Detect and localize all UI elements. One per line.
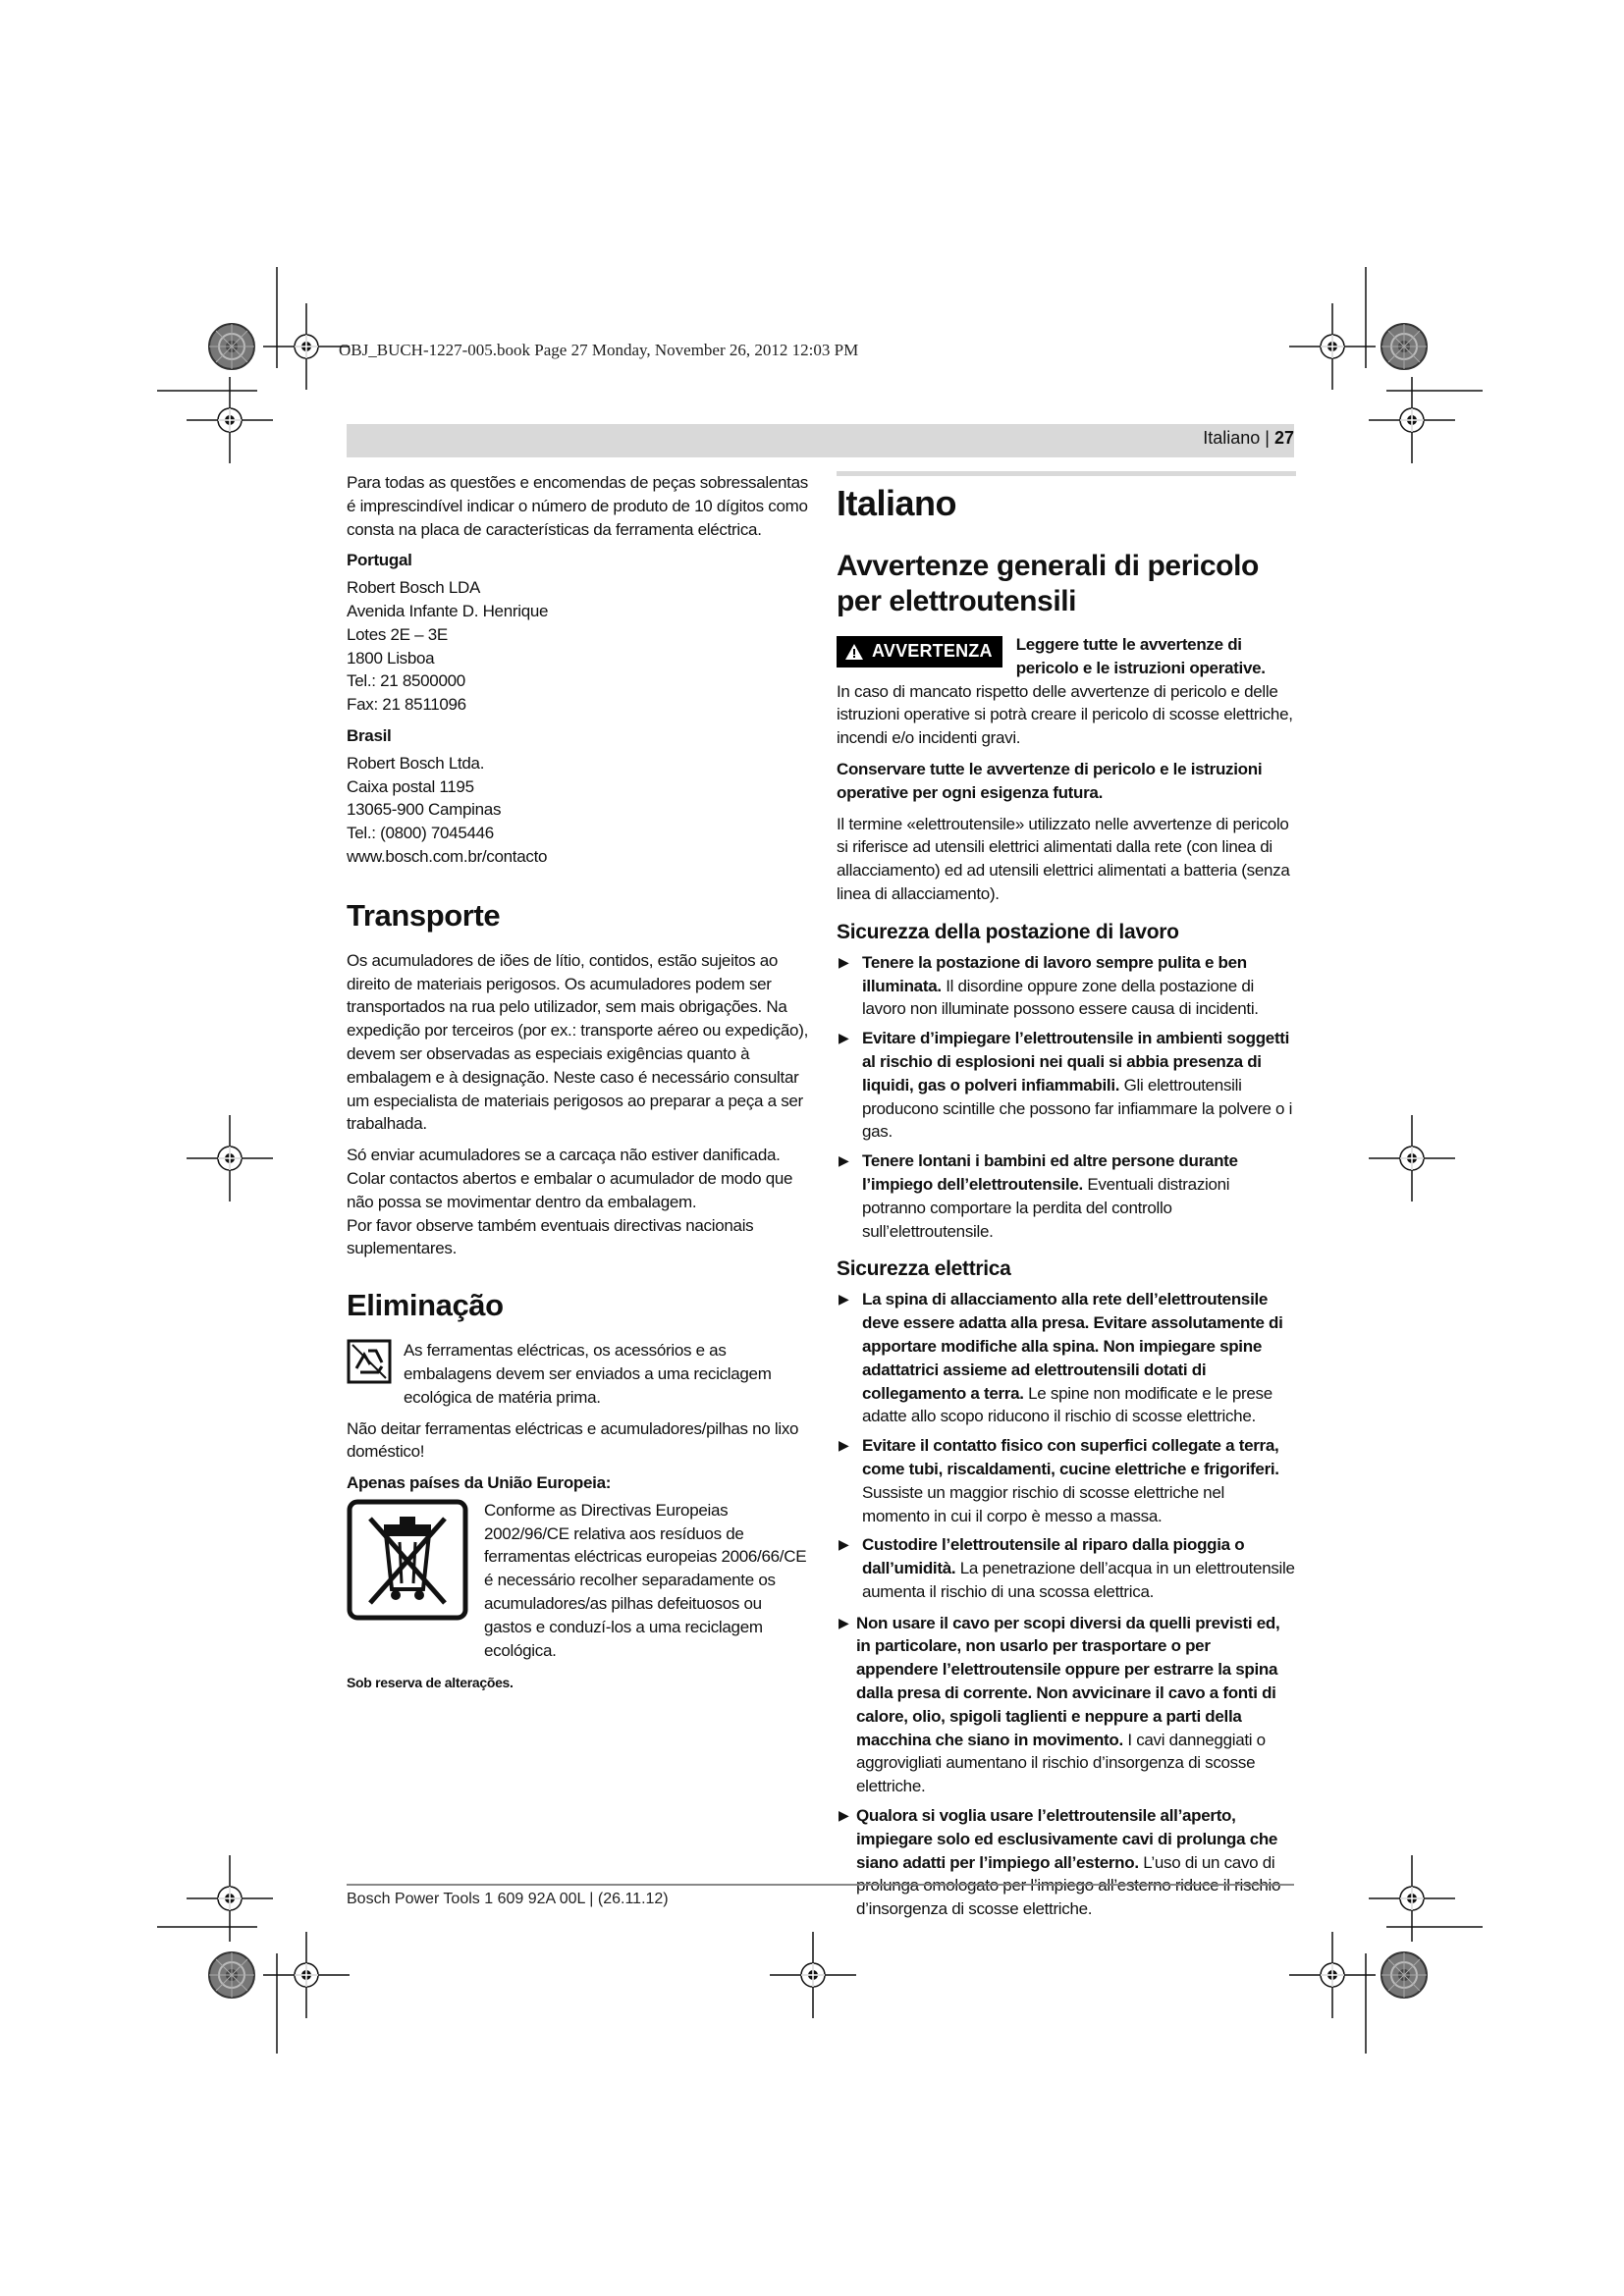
transporte-paragraph: Os acumuladores de iões de lítio, contidos, estão sujeitos ao direito de materiais perigosos. Os acumuladores podem ser transportados na rua pelo utilizador, sem mais obrigações. Na expedição por terceiros (por ex.: transporte aéreo ou expedição), devem ser observadas as especiais exigências quanto à embalagem e à designação. Neste caso é necessário consultar um especialista de materiais perigosos ao preparar a peça a ser trabalhada. [347,950,808,1134]
item-bold: Tenere la postazione di lavoro sempre pulita e ben illuminata. [862,952,1247,995]
address-line: 1800 Lisboa [347,648,435,667]
item-bold: Evitare d’impiegare l’elettroutensile in ambienti soggetti al rischio di esplosioni nei quali si abbia presenza di liquidi, gas o polveri infiammabili. [862,1029,1290,1095]
address-line: Robert Bosch LDA [347,578,480,598]
address-line: Lotes 2E – 3E [347,624,448,644]
main-heading: Avvertenze generali di pericolo per elettroutensili [837,550,1259,617]
eu-heading: Apenas países da União Europeia: [347,1473,612,1493]
bullet-icon: ▶ [839,1807,849,1824]
item-bold: Qualora si voglia usare l’elettroutensile all’aperto, impiegare solo ed esclusivamente cavi di prolunga che siano adatti per l’impiego all’esterno. [856,1806,1278,1872]
crosshair-icon [1369,377,1455,463]
item-bold: Evitare il contatto fisico con superfici collegate a terra, come tubi, riscaldamenti, cucine elettriche e frigoriferi. [862,1436,1279,1478]
registration-disc-icon [1381,324,1427,369]
item-text: Il disordine oppure zone della postazione di lavoro non illuminate possono essere causa di incidenti. [862,976,1259,1019]
address-line: Avenida Infante D. Henrique [347,601,549,620]
bullet-icon: ▶ [839,953,849,970]
bullet-icon: ▶ [839,1536,849,1553]
header-section: Italiano [1203,428,1261,448]
bullet-icon: ▶ [839,1030,849,1046]
eliminacao-heading: Eliminação [347,1288,504,1323]
item-bold: Tenere lontani i bambini ed altre persone durante l’impiego dell’elettroutensile. [862,1151,1238,1194]
print-slug: OBJ_BUCH-1227-005.book Page 27 Monday, November 26, 2012 12:03 PM [339,341,859,359]
crosshair-icon [263,303,350,390]
registration-disc-icon [209,324,254,369]
registration-disc-icon [209,1952,254,1998]
workplace-heading: Sicurezza della postazione di lavoro [837,920,1179,943]
electrical-heading: Sicurezza elettrica [837,1257,1011,1281]
transporte-paragraph: Por favor observe também eventuais directivas nacionais suplementares. [347,1215,754,1258]
item-text: La penetrazione dell’acqua in un elettroutensile aumenta il rischio di una scossa elettrica. [862,1559,1295,1601]
crosshair-icon [187,1855,273,1942]
item-text: Sussiste un maggior rischio di scosse elettriche nel momento in cui il corpo è messo a massa. [862,1482,1224,1525]
phone-line: Tel.: 21 8500000 [347,671,465,691]
address-line: Robert Bosch Ltda. [347,753,485,773]
eu-directive-text: Conforme as Directivas Europeias 2002/96/CE relativa aos resíduos de ferramentas eléctricas europeias 2006/66/CE é necessário recolher separadamente os acumuladores/as pilhas defeituosos ou gastos e conduzí-los a uma reciclagem ecológica. [484,1500,807,1660]
crosshair-icon [1369,1115,1455,1201]
item-bold: Non usare il cavo per scopi diversi da quelli previsti ed, in particolare, non usarlo per trasportare o per appendere l’elettroutensile oppure per estrarre la spina dalla presa di corrente. Non avvicinare il cavo a fonti di calore, olio, spigoli taglienti e neppure a parti della macchina che siano in movimento. [856,1613,1280,1749]
item-text: I cavi danneggiati o aggrovigliati aumentano il rischio d’insorgenza di scosse elettriche. [856,1730,1266,1796]
term-definition: Il termine «elettroutensile» utilizzato nelle avvertenze di pericolo si riferisce ad utensili elettrici alimentati dalla rete (con linea di allacciamento) ed ad utensili elettrici alimentati a batteria (senza linea di allacciamento). [837,814,1290,903]
phone-line: Tel.: (0800) 7045446 [347,824,494,843]
crosshair-icon [770,1932,856,2018]
warning-rest: In caso di mancato rispetto delle avvertenze di pericolo e delle istruzioni operative si potrà creare il pericolo di scosse elettriche, incendi e/o incidenti gravi. [837,681,1293,748]
crosshair-icon [263,1932,350,2018]
address-line: 13065-900 Campinas [347,800,502,820]
portugal-heading: Portugal [347,551,412,570]
address-line: Caixa postal 1195 [347,776,474,796]
warning-lead-bold: Leggere tutte le avvertenze di pericolo e le istruzioni operative. [1015,635,1266,677]
footer-imprint: Bosch Power Tools 1 609 92A 00L | (26.11.12) [347,1891,669,1907]
item-text: Le spine non modificate e le prese adatte allo scopo riducono il rischio di scosse elettriche. [862,1383,1272,1426]
crosshair-icon [1289,1932,1376,2018]
registration-disc-icon [1381,1952,1427,1998]
warning-badge-label: AVVERTENZA [872,641,993,661]
website-link[interactable]: www.bosch.com.br/contacto [347,846,548,866]
item-text: L’uso di un cavo di d’insorgenza di scosse elettriche. [856,1852,1275,1919]
transporte-heading: Transporte [347,897,501,933]
transporte-paragraph: Só enviar acumuladores se a carcaça não estiver danificada. Colar contactos abertos e embalar o acumulador de modo que não possa se movimentar dentro da embalagem. [347,1146,793,1211]
crosshair-icon [1289,303,1376,390]
fax-line: Fax: 21 8511096 [347,695,466,715]
header-separator: | [1260,428,1274,448]
item-text: Gli elettroutensili producono scintille che possono far infiammare la polvere o i gas. [862,1075,1293,1142]
crosshair-icon [187,377,273,463]
page-number: 27 [1273,428,1294,448]
recycling-text: As ferramentas eléctricas, os acessórios e as embalagens devem ser enviados a uma reciclagem ecológica de matéria prima. [404,1341,772,1407]
spare-parts-intro: Para todas as questões e encomendas de peças sobressalentas é imprescindível indicar o número de produto de 10 dígitos como consta na placa de características da ferramenta eléctrica. [347,473,808,539]
bullet-icon: ▶ [839,1291,849,1308]
household-waste-note: Não deitar ferramentas eléctricas e acumuladores/pilhas no lixo doméstico! [347,1418,799,1462]
crosshair-icon [1369,1855,1455,1942]
bullet-icon: ▶ [839,1152,849,1169]
reserve-note: Sob reserva de alterações. [347,1675,514,1691]
language-title: Italiano [837,471,1296,523]
brasil-heading: Brasil [347,725,392,745]
keep-instructions: Conservare tutte le avvertenze di pericolo e le istruzioni operative per ogni esigenza futura. [837,759,1263,802]
item-text: Eventuali distrazioni potranno comportare la perdita del controllo sull’elettroutensile. [862,1174,1230,1241]
bullet-icon: ▶ [839,1437,849,1454]
item-bold: La spina di allacciamento alla rete dell’elettroutensile deve essere adatta alla presa. Evitare assolutamente di apportare modifiche alla spina. Non impiegare spine adattatrici assieme ad elettroutensili dotati di collegamento a terra. [862,1290,1283,1403]
item-bold: Custodire l’elettroutensile al riparo dalla pioggia o dall’umidità. [862,1535,1245,1578]
bullet-icon: ▶ [839,1614,849,1630]
crosshair-icon [187,1115,273,1201]
